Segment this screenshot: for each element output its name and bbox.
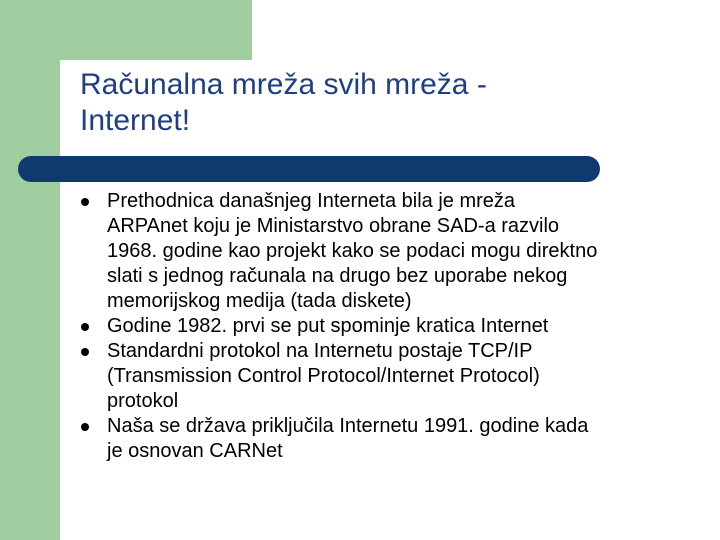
title-underline-bar bbox=[18, 156, 600, 182]
bullet-dot-icon bbox=[81, 323, 89, 331]
decorative-green-band-left bbox=[0, 60, 60, 540]
bullet-text: Godine 1982. prvi se put spominje kratica Internet bbox=[107, 315, 549, 337]
slide-title bbox=[80, 67, 660, 139]
bullet-text: Standardni protokol na Internetu postaje TCP/IP (Transmission Control Protocol/Internet Protocol) protokol bbox=[107, 340, 540, 412]
bullet-item-arpanet bbox=[80, 189, 680, 314]
bullet-item-1982 bbox=[80, 314, 680, 339]
slide-title-line-1: Računalna mreža svih mreža - bbox=[80, 68, 487, 101]
decorative-green-band-top bbox=[0, 0, 252, 60]
bullet-text: Naša se država priključila Internetu 1991. godine kada je osnovan CARNet bbox=[107, 415, 589, 462]
bullet-dot-icon bbox=[81, 198, 89, 206]
bullet-text: Prethodnica današnjeg Interneta bila je mreža ARPAnet koju je Ministarstvo obrane SAD-a razvilo 1968. godine kao projekt kako se podaci mogu direktno slati s jednog računala na drugo bez uporabe nekog memorijskog medija (tada diskete) bbox=[107, 190, 598, 312]
bullet-dot-icon bbox=[81, 423, 89, 431]
bullet-dot-icon bbox=[81, 348, 89, 356]
bullet-list bbox=[80, 189, 680, 464]
slide-title-line-2: Internet! bbox=[80, 104, 191, 137]
bullet-item-tcpip bbox=[80, 339, 680, 414]
bullet-item-carnet bbox=[80, 414, 680, 464]
